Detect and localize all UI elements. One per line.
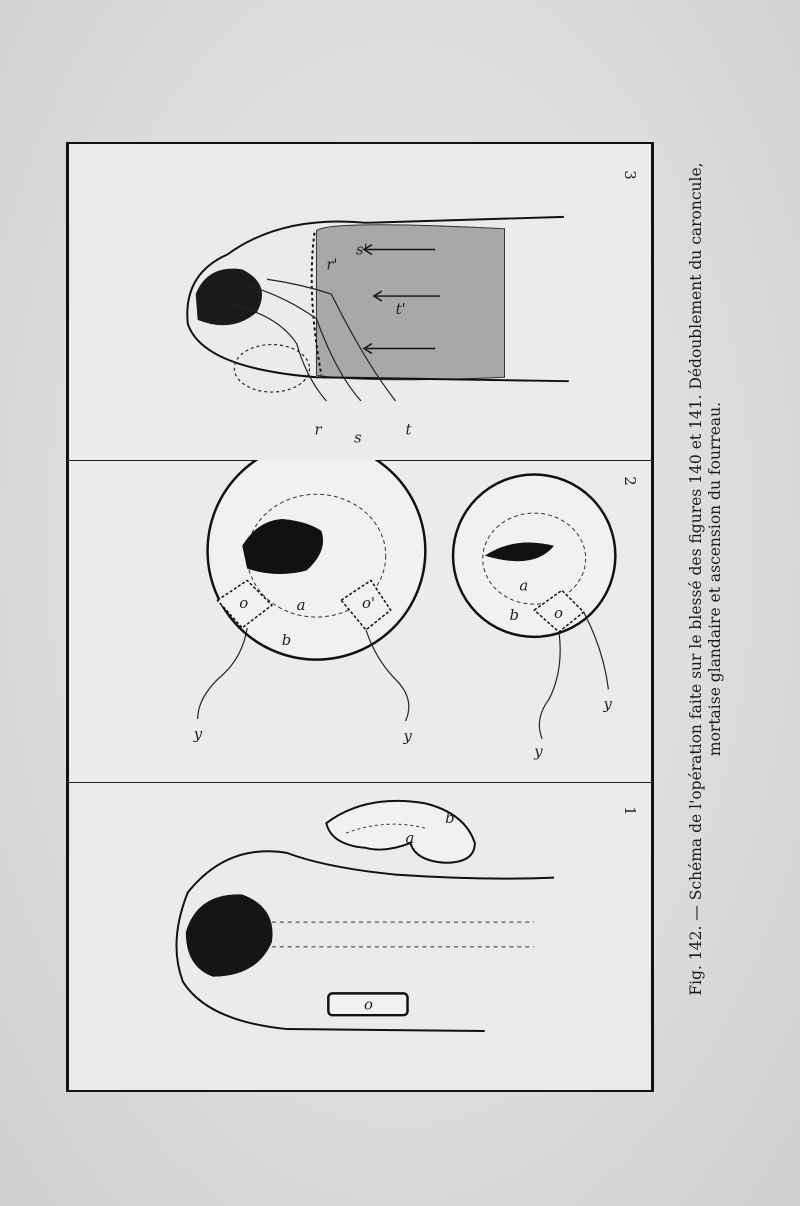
- lower-label-y-left: y: [534, 743, 543, 761]
- thread-label-r-prime: r': [326, 256, 338, 274]
- lower-label-y-right: y: [603, 696, 612, 714]
- thread-label-s: s: [354, 429, 362, 447]
- upper-label-y-left: y: [193, 725, 203, 743]
- panel-number-2: 2: [621, 476, 640, 486]
- caption-line-2: mortaise glandaire et ascension du fourreau.: [706, 401, 724, 757]
- panel-3-illustration: [69, 144, 651, 460]
- ring-upper: [208, 460, 426, 660]
- upper-label-o-prime: o': [361, 595, 375, 613]
- upper-label-a: a: [296, 597, 306, 615]
- figure-panel-1: [69, 782, 651, 1092]
- flap-label-b: b: [445, 810, 455, 828]
- thread-label-t-prime: t': [395, 300, 406, 318]
- figure-caption: [676, 140, 736, 1040]
- dotted-ring: [234, 345, 309, 393]
- figure-panel-3: [69, 144, 651, 461]
- lower-label-b: b: [509, 607, 519, 625]
- upper-label-o: o: [239, 595, 249, 613]
- panel-2-illustration: [69, 460, 651, 782]
- panel-number-1: 1: [621, 806, 640, 816]
- thread-label-t: t: [405, 421, 412, 439]
- shaft-dotted: [272, 922, 534, 947]
- glans-dark: [186, 894, 273, 976]
- upper-label-y-right: y: [403, 727, 412, 745]
- box-label-o: o: [363, 996, 373, 1014]
- figure-panel-2: [69, 460, 651, 783]
- lower-label-a: a: [519, 577, 529, 595]
- thread-label-r: r: [314, 421, 322, 439]
- shaded-shaft: [316, 225, 504, 380]
- figure-frame: [66, 142, 654, 1092]
- thread-label-s-prime: s': [356, 241, 368, 259]
- panel-1-illustration: [69, 782, 651, 1092]
- flap-label-a: a: [405, 829, 415, 847]
- upper-label-b: b: [281, 631, 292, 649]
- glans-dark: [196, 269, 262, 326]
- panel-number-3: 3: [621, 170, 640, 180]
- lower-label-o: o: [554, 605, 563, 623]
- caption-line-1: Fig. 142. — Schéma de l'opération faite sur le blessé des figures 140 et 141. Dédoublement du caroncule,: [687, 162, 705, 996]
